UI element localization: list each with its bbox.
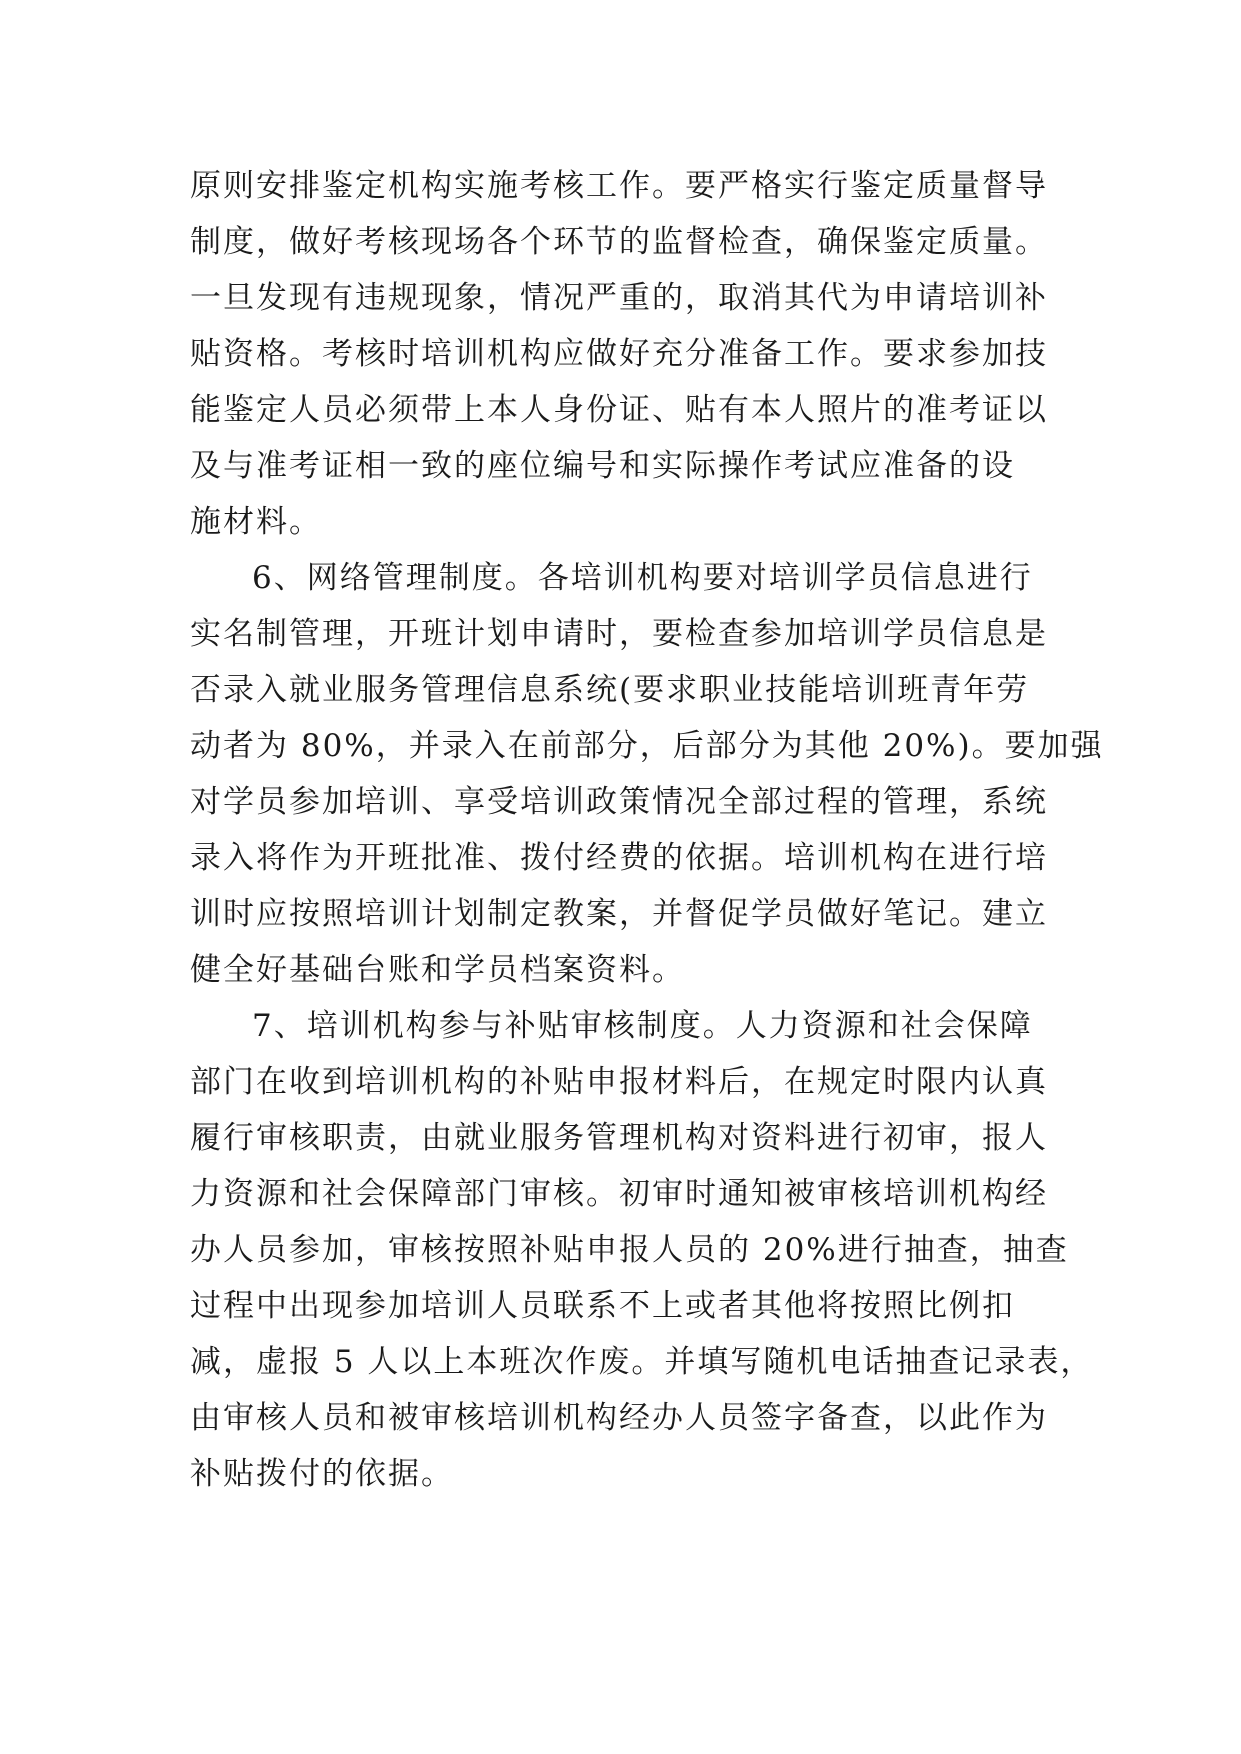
text-line: 训时应按照培训计划制定教案，并督促学员做好笔记。建立 xyxy=(190,896,1048,932)
paragraph-6-heading-line: 6、网络管理制度。各培训机构要对培训学员信息进行 xyxy=(252,560,1033,596)
text-line: 制度，做好考核现场各个环节的监督检查，确保鉴定质量。 xyxy=(190,224,1048,260)
text-line: 及与准考证相一致的座位编号和实际操作考试应准备的设 xyxy=(190,448,1015,484)
text-line: 健全好基础台账和学员档案资料。 xyxy=(190,952,685,988)
text-line: 实名制管理，开班计划申请时，要检查参加培训学员信息是 xyxy=(190,616,1048,652)
text-line: 由审核人员和被审核培训机构经办人员签字备查，以此作为 xyxy=(190,1400,1048,1436)
text-line: 对学员参加培训、享受培训政策情况全部过程的管理，系统 xyxy=(190,784,1048,820)
text-line: 施材料。 xyxy=(190,504,322,540)
text-line: 补贴拨付的依据。 xyxy=(190,1456,454,1492)
text-line: 否录入就业服务管理信息系统(要求职业技能培训班青年劳 xyxy=(190,672,1030,708)
text-line: 录入将作为开班批准、拨付经费的依据。培训机构在进行培 xyxy=(190,840,1048,876)
text-line: 过程中出现参加培训人员联系不上或者其他将按照比例扣 xyxy=(190,1288,1015,1324)
text-line: 动者为 80%，并录入在前部分，后部分为其他 20%)。要加强 xyxy=(190,728,1104,764)
text-line: 履行审核职责，由就业服务管理机构对资料进行初审，报人 xyxy=(190,1120,1048,1156)
text-line: 办人员参加，审核按照补贴申报人员的 20%进行抽查，抽查 xyxy=(190,1232,1069,1268)
text-line: 力资源和社会保障部门审核。初审时通知被审核培训机构经 xyxy=(190,1176,1048,1212)
text-line: 一旦发现有违规现象，情况严重的，取消其代为申请培训补 xyxy=(190,280,1048,316)
text-line: 贴资格。考核时培训机构应做好充分准备工作。要求参加技 xyxy=(190,336,1048,372)
text-line: 原则安排鉴定机构实施考核工作。要严格实行鉴定质量督导 xyxy=(190,168,1048,204)
document-body xyxy=(190,158,1104,1502)
text-line: 减，虚报 5 人以上本班次作废。并填写随机电话抽查记录表， xyxy=(190,1344,1094,1380)
text-line: 能鉴定人员必须带上本人身份证、贴有本人照片的准考证以 xyxy=(190,392,1048,428)
text-line: 部门在收到培训机构的补贴申报材料后，在规定时限内认真 xyxy=(190,1064,1048,1100)
paragraph-7-heading-line: 7、培训机构参与补贴审核制度。人力资源和社会保障 xyxy=(252,1008,1033,1044)
